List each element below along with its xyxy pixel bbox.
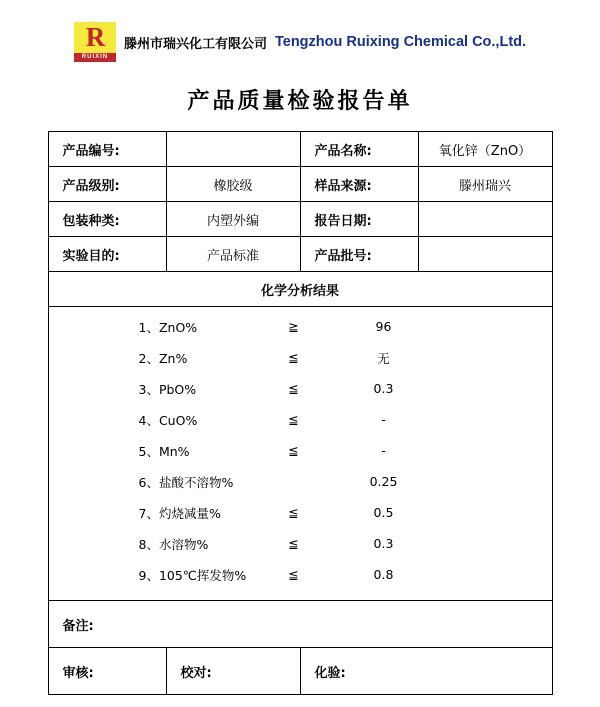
field-label-batch-number: 产品批号:: [300, 237, 418, 272]
chemical-analysis-heading: 化学分析结果: [48, 272, 552, 307]
chem-operator: ≧: [288, 319, 299, 334]
chem-name: 1、ZnO%: [138, 319, 198, 335]
signature-label-reviewer: 审核:: [48, 648, 166, 695]
field-label-report-date: 报告日期:: [300, 202, 418, 237]
chem-name: 2、Zn%: [138, 350, 188, 366]
list-item: [49, 559, 552, 590]
field-value-product-code: [166, 132, 300, 167]
document-header: [0, 0, 600, 62]
table-row: [48, 601, 552, 648]
chem-operator: ≦: [288, 381, 299, 396]
company-name-cn: 滕州市瑞兴化工有限公司: [123, 36, 267, 52]
chem-name: 7、灼烧减量%: [138, 505, 221, 521]
logo-wordmark: RUIXIN: [74, 53, 116, 62]
list-item: [49, 342, 552, 373]
chem-name: 6、盐酸不溶物%: [138, 474, 234, 490]
chem-operator: ≦: [288, 505, 299, 520]
page-title: 产品质量检验报告单: [187, 89, 413, 114]
field-label-product-code: 产品编号:: [48, 132, 166, 167]
signature-label-proofreader: 校对:: [166, 648, 300, 695]
chemical-analysis-results: [48, 307, 552, 601]
table-row: [48, 237, 552, 272]
signature-label-tester: 化验:: [300, 648, 552, 695]
table-row: [48, 272, 552, 307]
logo-letter: R: [85, 22, 105, 52]
table-row: [48, 167, 552, 202]
chem-value: 0.25: [369, 474, 398, 489]
chem-operator: ≦: [288, 350, 299, 365]
chem-value: -: [381, 412, 386, 427]
chem-operator: ≦: [288, 536, 299, 551]
chem-value: 无: [377, 350, 390, 366]
field-label-test-purpose: 实验目的:: [48, 237, 166, 272]
field-label-product-name: 产品名称:: [300, 132, 418, 167]
chem-operator: ≦: [288, 412, 299, 427]
field-label-product-grade: 产品级别:: [48, 167, 166, 202]
field-value-report-date: [418, 202, 552, 237]
chem-value: 0.5: [373, 505, 394, 520]
table-row: [48, 648, 552, 695]
remark-label: 备注:: [48, 601, 552, 648]
list-item: [49, 466, 552, 497]
chem-operator: ≦: [288, 567, 299, 582]
chem-name: 4、CuO%: [138, 412, 198, 428]
list-item: [49, 435, 552, 466]
field-value-test-purpose: 产品标准: [166, 237, 300, 272]
chem-name: 8、水溶物%: [138, 536, 209, 552]
chem-value: 0.8: [373, 567, 394, 582]
chem-name: 5、Mn%: [138, 443, 190, 459]
table-row: [48, 202, 552, 237]
company-name-en: Tengzhou Ruixing Chemical Co.,Ltd.: [274, 34, 527, 50]
list-item: [49, 311, 552, 342]
list-item: [49, 528, 552, 559]
table-row: [48, 307, 552, 601]
field-label-packing-type: 包装种类:: [48, 202, 166, 237]
chem-value: -: [381, 443, 386, 458]
field-value-sample-source: 滕州瑞兴: [418, 167, 552, 202]
chem-value: 0.3: [373, 536, 394, 551]
field-value-batch-number: [418, 237, 552, 272]
company-logo: [74, 22, 116, 62]
report-table: [48, 131, 553, 695]
field-value-product-name: 氧化锌（ZnO）: [418, 132, 552, 167]
chem-operator: ≦: [288, 443, 299, 458]
field-label-sample-source: 样品来源:: [300, 167, 418, 202]
chem-name: 9、105℃挥发物%: [138, 567, 247, 583]
chem-name: 3、PbO%: [138, 381, 197, 397]
list-item: [49, 497, 552, 528]
list-item: [49, 404, 552, 435]
field-value-product-grade: 橡胶级: [166, 167, 300, 202]
chem-value: 0.3: [373, 381, 394, 396]
list-item: [49, 373, 552, 404]
table-row: [48, 132, 552, 167]
chem-value: 96: [375, 319, 392, 334]
field-value-packing-type: 内塑外编: [166, 202, 300, 237]
